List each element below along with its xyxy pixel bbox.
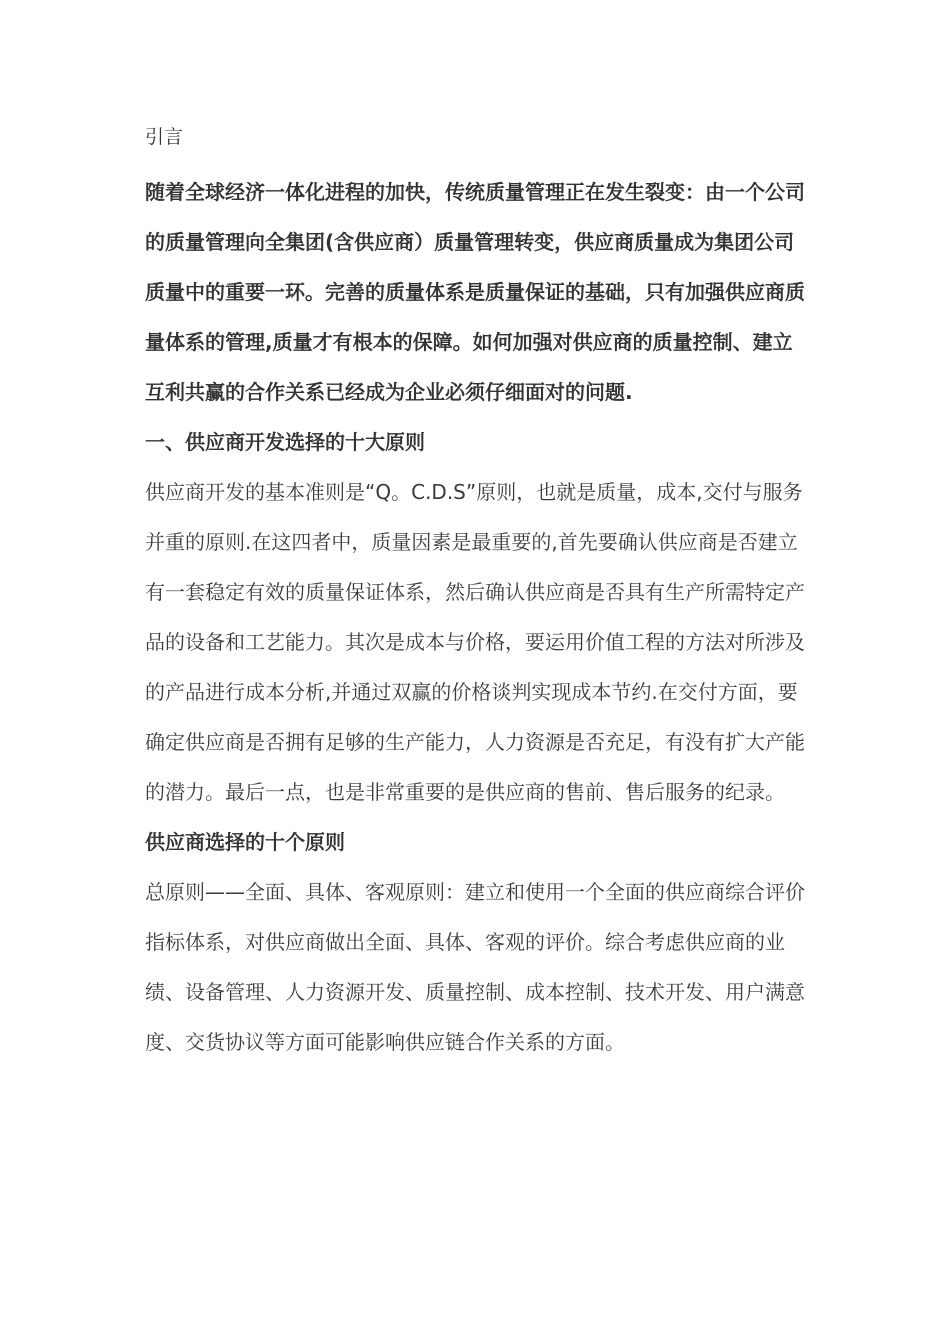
section-paragraph-selection-principles: 总原则——全面、具体、客观原则：建立和使用一个全面的供应商综合评价指标体系，对供应商做出全面、具体、客观的评价。综合考虑供应商的业绩、设备管理、人力资源开发、质量控制、成本控制、技术开发、用户满意度、交货协议等方面可能影响供应链合作关系的方面。 [145,880,805,1054]
document-page [145,117,810,1067]
section-heading-selection-principles: 供应商选择的十个原则 [145,830,345,854]
intro-heading: 引言 [145,126,184,148]
section-heading-development-principles: 一、供应商开发选择的十大原则 [145,430,425,454]
section-paragraph-development-principles: 供应商开发的基本准则是“Q。C.D.S”原则，也就是质量，成本,交付与服务并重的原则.在这四者中，质量因素是最重要的,首先要确认供应商是否建立有一套稳定有效的质量保证体系，然后确认供应商是否具有生产所需特定产品的设备和工艺能力。其次是成本与价格，要运用价值工程的方法对所涉及的产品进行成本分析,并通过双赢的价格谈判实现成本节约.在交付方面，要确定供应商是否拥有足够的生产能力，人力资源是否充足，有没有扩大产能的潜力。最后一点，也是非常重要的是供应商的售前、售后服务的纪录。 [145,480,805,804]
intro-paragraph: 随着全球经济一体化进程的加快，传统质量管理正在发生裂变：由一个公司的质量管理向全集团(含供应商）质量管理转变，供应商质量成为集团公司质量中的重要一环。完善的质量体系是质量保证的基础，只有加强供应商质量体系的管理,质量才有根本的保障。如何加强对供应商的质量控制、建立互利共赢的合作关系已经成为企业必须仔细面对的问题. [145,180,805,404]
